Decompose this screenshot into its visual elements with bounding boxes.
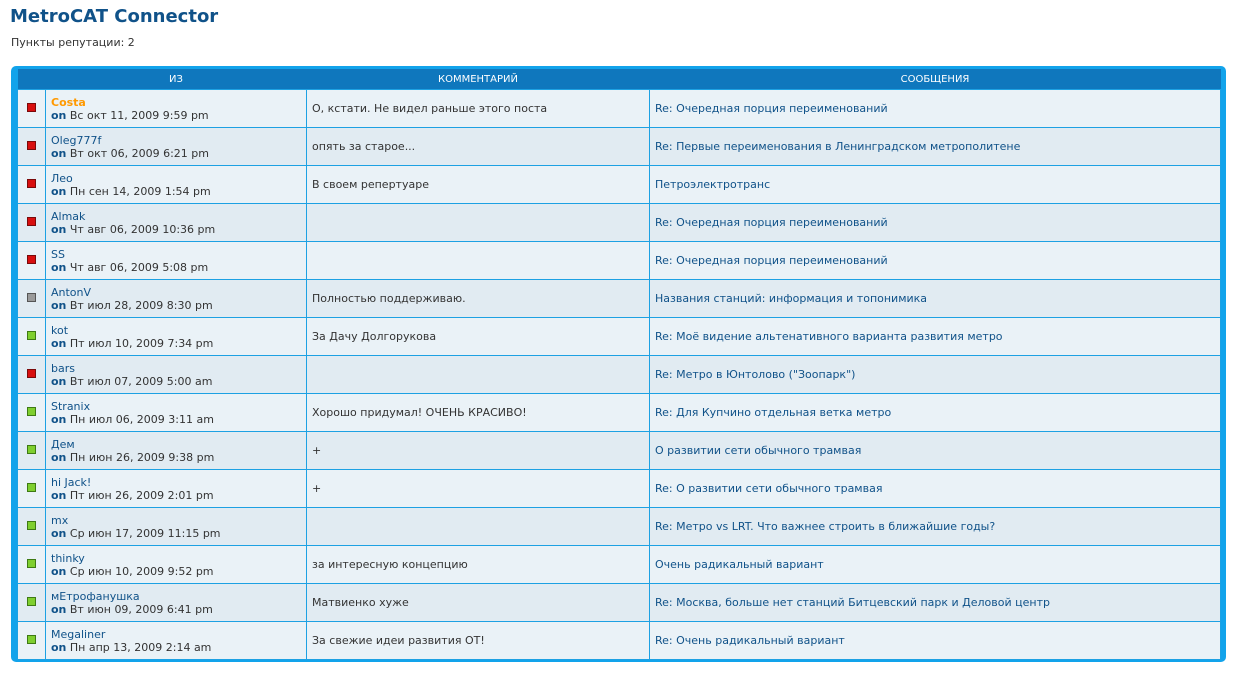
- header-status: [18, 69, 46, 90]
- post-link[interactable]: Re: Первые переименования в Ленинградском метрополитене: [655, 140, 1021, 153]
- rating-cell: [18, 356, 46, 394]
- rating-date: [51, 489, 301, 502]
- post-link[interactable]: Re: Метро в Юнтолово ("Зоопарк"): [655, 368, 856, 381]
- comment-cell: [307, 356, 650, 394]
- rating-date: [51, 299, 301, 312]
- rating-cell: [18, 166, 46, 204]
- on-label: on: [51, 602, 67, 616]
- comment-cell: Полностью поддерживаю.: [307, 280, 650, 318]
- table-row: [18, 394, 1221, 432]
- post-link[interactable]: Re: Очередная порция переименований: [655, 254, 888, 267]
- comment-cell: опять за старое...: [307, 128, 650, 166]
- positive-rating-icon: [27, 331, 36, 340]
- on-label: on: [51, 184, 67, 198]
- post-link[interactable]: Re: Для Купчино отдельная ветка метро: [655, 406, 892, 419]
- table-row: [18, 546, 1221, 584]
- comment-cell: за интересную концепцию: [307, 546, 650, 584]
- positive-rating-icon: [27, 521, 36, 530]
- from-cell: [46, 242, 307, 280]
- rating-cell: [18, 90, 46, 128]
- comment-cell: [307, 508, 650, 546]
- rating-date: [51, 337, 301, 350]
- rating-cell: [18, 318, 46, 356]
- on-label: on: [51, 488, 67, 502]
- date-text: Вт июл 07, 2009 5:00 am: [69, 374, 213, 388]
- table-row: [18, 318, 1221, 356]
- user-link[interactable]: thinky: [51, 551, 85, 565]
- user-link[interactable]: Stranix: [51, 399, 91, 413]
- table-row: [18, 470, 1221, 508]
- negative-rating-icon: [27, 255, 36, 264]
- post-cell: [650, 508, 1221, 546]
- table-row: [18, 280, 1221, 318]
- post-cell: [650, 242, 1221, 280]
- page-title[interactable]: MetroCAT Connector: [10, 6, 219, 27]
- positive-rating-icon: [27, 407, 36, 416]
- date-text: Пт июл 10, 2009 7:34 pm: [69, 336, 214, 350]
- from-cell: [46, 166, 307, 204]
- post-link[interactable]: Re: Очередная порция переименований: [655, 102, 888, 115]
- rating-cell: [18, 280, 46, 318]
- rating-date: [51, 413, 301, 426]
- date-text: Пн апр 13, 2009 2:14 am: [69, 640, 212, 654]
- from-cell: [46, 584, 307, 622]
- user-link[interactable]: Costa: [51, 95, 86, 109]
- comment-cell: Матвиенко хуже: [307, 584, 650, 622]
- date-text: Вс окт 11, 2009 9:59 pm: [69, 108, 209, 122]
- on-label: on: [51, 222, 67, 236]
- comment-cell: +: [307, 470, 650, 508]
- from-cell: [46, 90, 307, 128]
- post-cell: [650, 90, 1221, 128]
- post-link[interactable]: Петроэлектротранс: [655, 178, 771, 191]
- table-row: [18, 204, 1221, 242]
- post-cell: [650, 128, 1221, 166]
- rating-cell: [18, 432, 46, 470]
- table-header-row: [18, 69, 1221, 90]
- date-text: Чт авг 06, 2009 5:08 pm: [69, 260, 209, 274]
- post-link[interactable]: Названия станций: информация и топонимика: [655, 292, 928, 305]
- post-link[interactable]: Re: Очередная порция переименований: [655, 216, 888, 229]
- reputation-table-panel: [11, 66, 1226, 662]
- date-text: Пн июн 26, 2009 9:38 pm: [69, 450, 215, 464]
- rating-date: [51, 451, 301, 464]
- user-link[interactable]: kot: [51, 323, 69, 337]
- negative-rating-icon: [27, 179, 36, 188]
- from-cell: [46, 280, 307, 318]
- user-link[interactable]: hi Jack!: [51, 475, 92, 489]
- date-text: Пн сен 14, 2009 1:54 pm: [69, 184, 211, 198]
- on-label: on: [51, 412, 67, 426]
- comment-cell: За Дачу Долгорукова: [307, 318, 650, 356]
- rating-date: [51, 147, 301, 160]
- rating-cell: [18, 508, 46, 546]
- table-row: [18, 166, 1221, 204]
- user-link[interactable]: Лео: [51, 171, 73, 185]
- table-row: [18, 90, 1221, 128]
- reputation-table: [17, 69, 1221, 660]
- on-label: on: [51, 336, 67, 350]
- positive-rating-icon: [27, 597, 36, 606]
- post-cell: [650, 584, 1221, 622]
- rating-cell: [18, 204, 46, 242]
- date-text: Вт июл 28, 2009 8:30 pm: [69, 298, 213, 312]
- rating-cell: [18, 622, 46, 660]
- user-link[interactable]: Almak: [51, 209, 86, 223]
- positive-rating-icon: [27, 445, 36, 454]
- on-label: on: [51, 450, 67, 464]
- from-cell: [46, 546, 307, 584]
- on-label: on: [51, 260, 67, 274]
- post-link[interactable]: Re: Метро vs LRT. Что важнее строить в ближайшие годы?: [655, 520, 996, 533]
- table-row: [18, 242, 1221, 280]
- rating-date: [51, 603, 301, 616]
- date-text: Ср июн 17, 2009 11:15 pm: [69, 526, 221, 540]
- post-link[interactable]: Re: О развитии сети обычного трамвая: [655, 482, 883, 495]
- positive-rating-icon: [27, 483, 36, 492]
- rating-date: [51, 565, 301, 578]
- user-link[interactable]: mx: [51, 513, 69, 527]
- user-link[interactable]: Oleg777f: [51, 133, 102, 147]
- neutral-rating-icon: [27, 293, 36, 302]
- from-cell: [46, 128, 307, 166]
- post-cell: [650, 204, 1221, 242]
- date-text: Вт окт 06, 2009 6:21 pm: [69, 146, 209, 160]
- rating-date: [51, 527, 301, 540]
- rating-cell: [18, 546, 46, 584]
- rating-date: [51, 261, 301, 274]
- rating-date: [51, 109, 301, 122]
- date-text: Вт июн 09, 2009 6:41 pm: [69, 602, 213, 616]
- table-row: [18, 622, 1221, 660]
- post-cell: [650, 166, 1221, 204]
- header-from: ИЗ: [46, 69, 307, 90]
- negative-rating-icon: [27, 369, 36, 378]
- rating-date: [51, 641, 301, 654]
- table-row: [18, 432, 1221, 470]
- table-row: [18, 356, 1221, 394]
- table-row: [18, 508, 1221, 546]
- from-cell: [46, 622, 307, 660]
- table-row: [18, 584, 1221, 622]
- on-label: on: [51, 526, 67, 540]
- user-link[interactable]: Дем: [51, 437, 75, 451]
- rating-cell: [18, 242, 46, 280]
- on-label: on: [51, 298, 67, 312]
- negative-rating-icon: [27, 103, 36, 112]
- from-cell: [46, 508, 307, 546]
- comment-cell: Хорошо придумал! ОЧЕНЬ КРАСИВО!: [307, 394, 650, 432]
- post-cell: [650, 356, 1221, 394]
- post-cell: [650, 432, 1221, 470]
- post-cell: [650, 546, 1221, 584]
- from-cell: [46, 204, 307, 242]
- positive-rating-icon: [27, 559, 36, 568]
- user-link[interactable]: AntonV: [51, 285, 92, 299]
- header-posts: СООБЩЕНИЯ: [650, 69, 1221, 90]
- comment-cell: За свежие идеи развития ОТ!: [307, 622, 650, 660]
- rating-date: [51, 375, 301, 388]
- on-label: on: [51, 564, 67, 578]
- rating-cell: [18, 128, 46, 166]
- post-cell: [650, 470, 1221, 508]
- comment-cell: [307, 204, 650, 242]
- post-cell: [650, 318, 1221, 356]
- on-label: on: [51, 374, 67, 388]
- from-cell: [46, 318, 307, 356]
- on-label: on: [51, 640, 67, 654]
- reputation-points: Пункты репутации: 2: [11, 36, 135, 49]
- date-text: Чт авг 06, 2009 10:36 pm: [69, 222, 216, 236]
- date-text: Пт июн 26, 2009 2:01 pm: [69, 488, 214, 502]
- post-cell: [650, 622, 1221, 660]
- post-cell: [650, 280, 1221, 318]
- from-cell: [46, 432, 307, 470]
- on-label: on: [51, 108, 67, 122]
- post-link[interactable]: Re: Моё видение альтенативного варианта развития метро: [655, 330, 1003, 343]
- post-link[interactable]: О развитии сети обычного трамвая: [655, 444, 862, 457]
- rating-date: [51, 223, 301, 236]
- post-link[interactable]: Очень радикальный вариант: [655, 558, 824, 571]
- rating-cell: [18, 584, 46, 622]
- comment-cell: +: [307, 432, 650, 470]
- post-link[interactable]: Re: Москва, больше нет станций Битцевский парк и Деловой центр: [655, 596, 1050, 609]
- user-link[interactable]: SS: [51, 247, 65, 261]
- user-link[interactable]: мЕтрофанушка: [51, 589, 140, 603]
- comment-cell: В своем репертуаре: [307, 166, 650, 204]
- negative-rating-icon: [27, 217, 36, 226]
- user-link[interactable]: Megaliner: [51, 627, 106, 641]
- table-body: [18, 90, 1221, 660]
- rating-cell: [18, 470, 46, 508]
- rating-cell: [18, 394, 46, 432]
- table-row: [18, 128, 1221, 166]
- comment-cell: [307, 242, 650, 280]
- positive-rating-icon: [27, 635, 36, 644]
- date-text: Ср июн 10, 2009 9:52 pm: [69, 564, 214, 578]
- from-cell: [46, 356, 307, 394]
- on-label: on: [51, 146, 67, 160]
- comment-cell: О, кстати. Не видел раньше этого поста: [307, 90, 650, 128]
- negative-rating-icon: [27, 141, 36, 150]
- user-link[interactable]: bars: [51, 361, 75, 375]
- header-comment: КОММЕНТАРИЙ: [307, 69, 650, 90]
- rating-date: [51, 185, 301, 198]
- date-text: Пн июл 06, 2009 3:11 am: [69, 412, 214, 426]
- post-cell: [650, 394, 1221, 432]
- from-cell: [46, 394, 307, 432]
- from-cell: [46, 470, 307, 508]
- post-link[interactable]: Re: Очень радикальный вариант: [655, 634, 845, 647]
